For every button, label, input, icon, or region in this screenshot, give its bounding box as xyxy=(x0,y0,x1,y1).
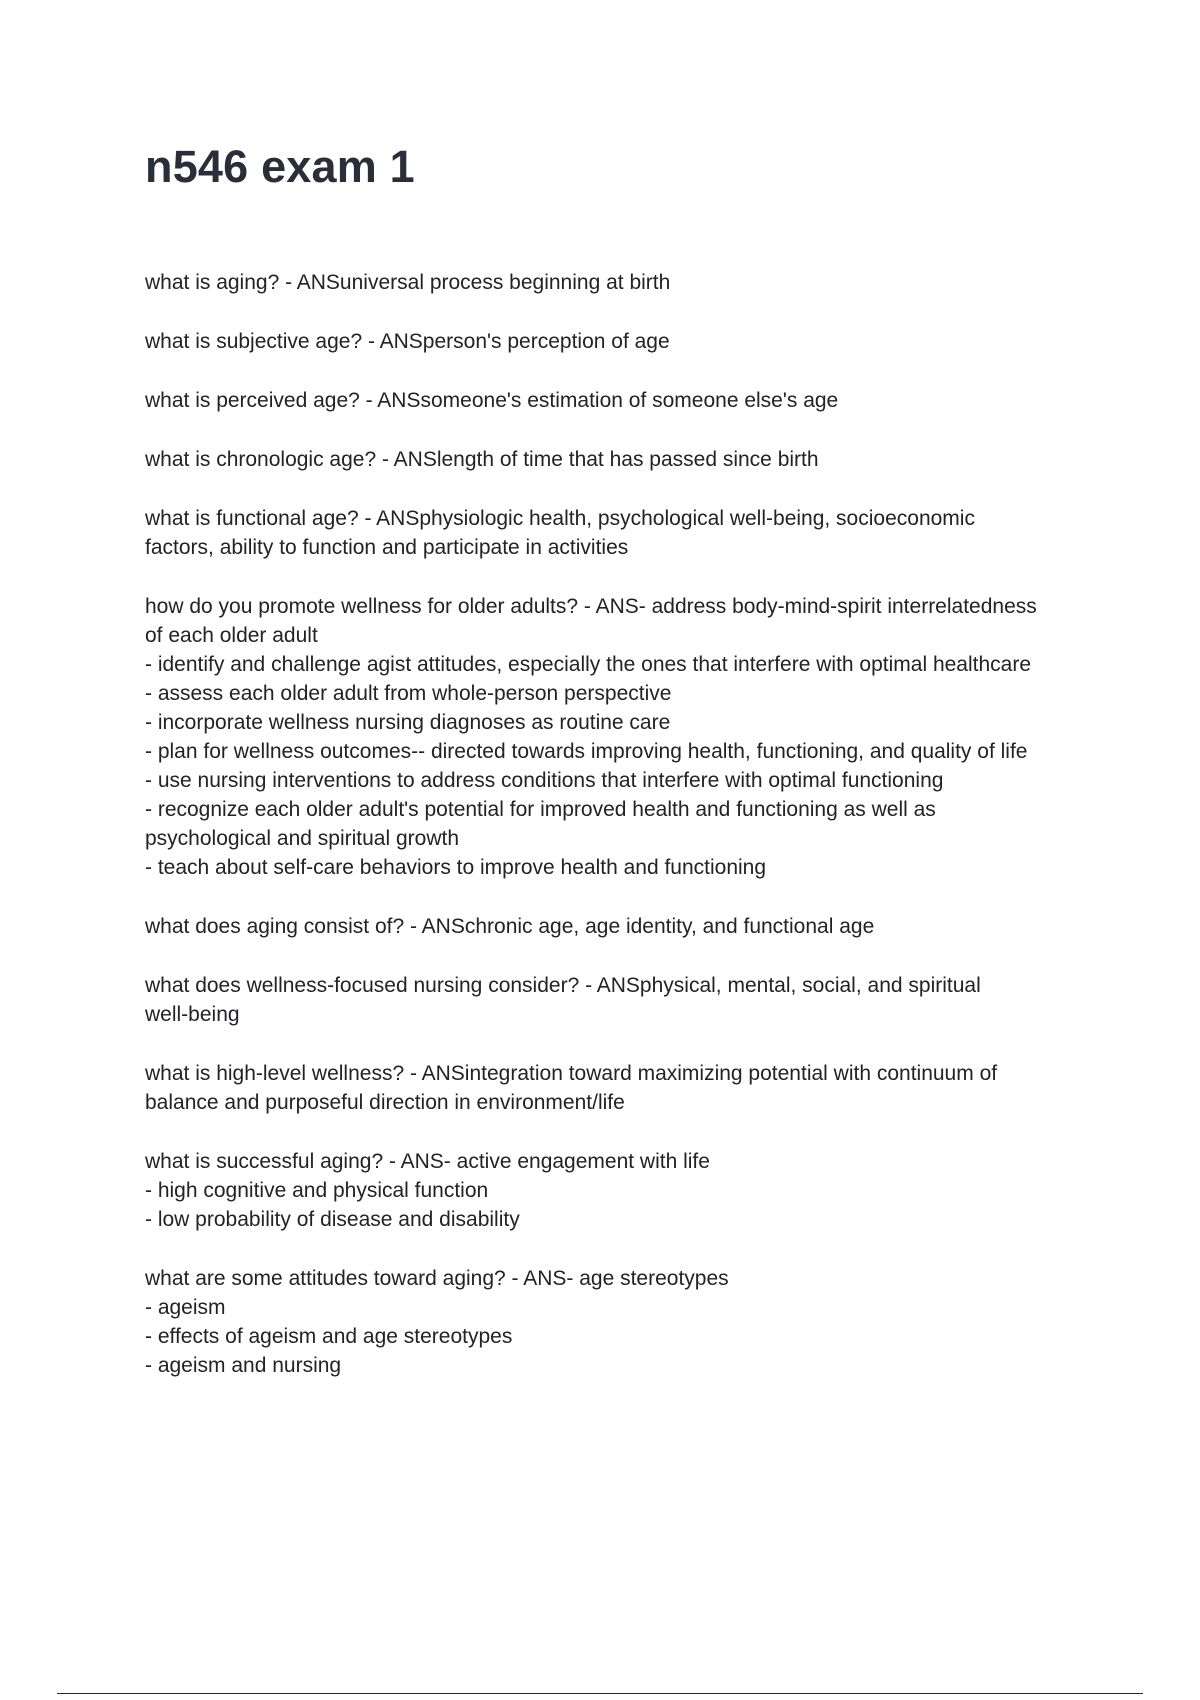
qa-answer-line: - teach about self-care behaviors to improve health and functioning xyxy=(145,856,767,879)
qa-answer-line: - use nursing interventions to address conditions that interfere with optimal functioning xyxy=(145,769,944,792)
qa-answer-line: factors, ability to function and participate in activities xyxy=(145,536,629,559)
qa-answer-line: - ageism xyxy=(145,1296,226,1319)
qa-answer-line: - plan for wellness outcomes-- directed towards improving health, functioning, and quality of life xyxy=(145,740,1028,763)
qa-entry xyxy=(145,592,1095,882)
page-title: n546 exam 1 xyxy=(145,141,415,192)
qa-question-line: how do you promote wellness for older adults? - ANS- address body-mind-spirit interrelatedness xyxy=(145,595,1037,618)
qa-question-line: what does aging consist of? - ANSchronic age, age identity, and functional age xyxy=(145,915,875,938)
qa-answer-line: - effects of ageism and age stereotypes xyxy=(145,1325,513,1348)
qa-entry xyxy=(145,1147,1095,1234)
qa-question-line: what is perceived age? - ANSsomeone's estimation of someone else's age xyxy=(145,389,839,412)
qa-answer-line: - low probability of disease and disability xyxy=(145,1208,520,1231)
qa-question-line: what is chronologic age? - ANSlength of time that has passed since birth xyxy=(145,448,819,471)
qa-entry xyxy=(145,445,1095,474)
qa-question-line: what is aging? - ANSuniversal process beginning at birth xyxy=(145,271,671,294)
qa-question-line: what does wellness-focused nursing consider? - ANSphysical, mental, social, and spiritual xyxy=(145,974,981,997)
qa-question-line: what is successful aging? - ANS- active engagement with life xyxy=(145,1150,710,1173)
qa-answer-line: well-being xyxy=(145,1003,240,1026)
qa-answer-line: - incorporate wellness nursing diagnoses as routine care xyxy=(145,711,671,734)
qa-answer-line: of each older adult xyxy=(145,624,318,647)
qa-entry xyxy=(145,1264,1095,1380)
qa-entry xyxy=(145,504,1095,562)
qa-answer-line: psychological and spiritual growth xyxy=(145,827,460,850)
qa-answer-line: - ageism and nursing xyxy=(145,1354,342,1377)
page-bottom-rule xyxy=(57,1693,1143,1694)
qa-question-line: what is subjective age? - ANSperson's perception of age xyxy=(145,330,670,353)
qa-answer-line: - identify and challenge agist attitudes, especially the ones that interfere with optimal healthcare xyxy=(145,653,1032,676)
qa-entry xyxy=(145,971,1095,1029)
qa-answer-line: - recognize each older adult's potential for improved health and functioning as well as xyxy=(145,798,936,821)
qa-answer-line: - high cognitive and physical function xyxy=(145,1179,489,1202)
qa-answer-line: balance and purposeful direction in environment/life xyxy=(145,1091,625,1114)
qa-entry xyxy=(145,912,1095,941)
qa-question-line: what is functional age? - ANSphysiologic health, psychological well-being, socioeconomic xyxy=(145,507,975,530)
qa-entry xyxy=(145,268,1095,297)
qa-question-line: what are some attitudes toward aging? - ANS- age stereotypes xyxy=(145,1267,729,1290)
qa-entry xyxy=(145,1059,1095,1117)
qa-entry xyxy=(145,327,1095,356)
qa-answer-line: - assess each older adult from whole-person perspective xyxy=(145,682,672,705)
qa-question-line: what is high-level wellness? - ANSintegration toward maximizing potential with continuum of xyxy=(145,1062,998,1085)
qa-list xyxy=(145,268,1095,1410)
qa-entry xyxy=(145,386,1095,415)
